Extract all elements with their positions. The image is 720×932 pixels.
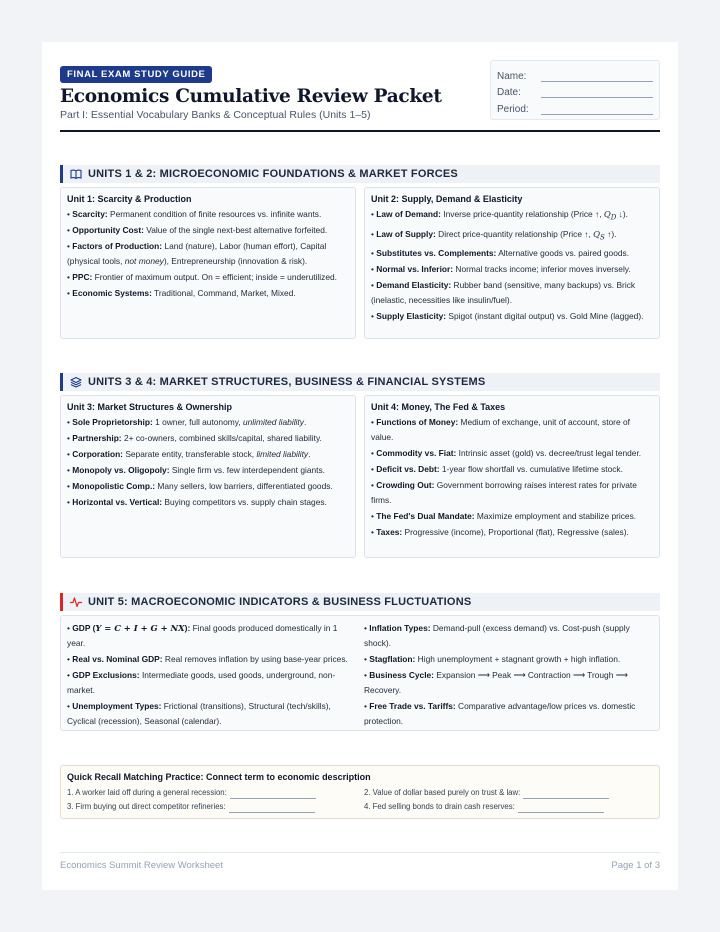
answer-blank[interactable]	[518, 804, 604, 813]
footer-divider	[60, 852, 660, 853]
book-icon	[70, 168, 82, 180]
list-item: • Deficit vs. Debt: 1-year flow shortfall vs. cumulative lifetime stock.	[371, 464, 623, 474]
recall-title: Quick Recall Matching Practice: Connect term to economic description	[67, 772, 371, 782]
list-item: • Factors of Production: Land (nature), Labor (human effort), Capital (physical tools, not money), Entrepreneurship (innovation & risk).	[67, 241, 327, 266]
list-item: • Inflation Types: Demand-pull (excess demand) vs. Cost-push (supply shock).	[364, 623, 630, 648]
list-item: • Supply Elasticity: Spigot (instant digital output) vs. Gold Mine (lagged).	[371, 311, 644, 322]
student-info-box	[490, 60, 660, 120]
name-label: Name:	[497, 70, 527, 82]
list-item: • Scarcity: Permanent condition of finite resources vs. infinite wants.	[67, 209, 322, 219]
list-item: • Business Cycle: Expansion ⟶ Peak ⟶ Contraction ⟶ Trough ⟶ Recovery.	[364, 670, 628, 695]
page-header	[60, 64, 660, 132]
card-title: Unit 1: Scarcity & Production	[67, 194, 192, 204]
list-item: • Sole Proprietorship: 1 owner, full autonomy, unlimited liability.	[67, 417, 307, 427]
answer-blank[interactable]	[230, 790, 316, 799]
page-number: Page 1 of 3	[611, 860, 660, 871]
list-item: • Crowding Out: Government borrowing raises interest rates for private firms.	[371, 480, 637, 505]
card-title: Unit 3: Market Structures & Ownership	[67, 402, 233, 412]
list-item: • PPC: Frontier of maximum output. On = efficient; inside = underutilized.	[67, 272, 337, 282]
list-item: • Substitutes vs. Complements: Alternative goods vs. paired goods.	[371, 248, 630, 259]
layers-icon	[70, 376, 82, 388]
unit-2-card	[364, 187, 660, 339]
section-unit-5-header	[60, 593, 660, 611]
recall-question: 2. Value of dollar based purely on trust & law:	[364, 786, 661, 799]
unit-3-card	[60, 395, 356, 558]
study-guide-badge: FINAL EXAM STUDY GUIDE	[60, 66, 212, 83]
list-item: • Stagflation: High unemployment + stagnant growth + high inflation.	[364, 654, 621, 664]
section-title: UNITS 3 & 4: MARKET STRUCTURES, BUSINESS & FINANCIAL SYSTEMS	[88, 376, 486, 388]
list-item: • Opportunity Cost: Value of the single next-best alternative forfeited.	[67, 225, 328, 235]
list-item: • Monopoly vs. Oligopoly: Single firm vs. few interdependent giants.	[67, 465, 326, 475]
list-item: • Corporation: Separate entity, transferable stock, limited liability.	[67, 449, 311, 459]
section-title: UNIT 5: MACROECONOMIC INDICATORS & BUSINESS FLUCTUATIONS	[88, 596, 472, 608]
unit-5-left-column	[67, 621, 355, 730]
section-title: UNITS 1 & 2: MICROECONOMIC FOUNDATIONS & MARKET FORCES	[88, 168, 458, 180]
list-item: • Law of Supply: Direct price-quantity relationship (Price ↑, $Q_S$ ↑).	[371, 228, 617, 242]
list-item: • Partnership: 2+ co-owners, combined skills/capital, shared liability.	[67, 433, 322, 443]
list-item: • Horizontal vs. Vertical: Buying competitors vs. supply chain stages.	[67, 497, 327, 507]
recall-question: 1. A worker laid off during a general recession:	[67, 786, 364, 799]
answer-blank[interactable]	[229, 804, 315, 813]
list-item: • Taxes: Progressive (income), Proportional (flat), Regressive (sales).	[371, 527, 629, 537]
recall-questions	[67, 786, 653, 813]
card-title: Unit 4: Money, The Fed & Taxes	[371, 402, 506, 412]
list-item: • GDP Exclusions: Intermediate goods, used goods, underground, non-market.	[67, 670, 336, 695]
name-row	[497, 65, 653, 82]
recall-question: 3. Firm buying out direct competitor refineries:	[67, 800, 364, 813]
quick-recall-box	[60, 765, 660, 819]
page-subtitle: Part I: Essential Vocabulary Banks & Conceptual Rules (Units 1–5)	[60, 109, 371, 121]
list-item: • Unemployment Types: Frictional (transitions), Structural (tech/skills), Cyclical (recession), Seasonal (calendar).	[67, 701, 331, 726]
recall-question: 4. Fed selling bonds to drain cash reserves:	[364, 800, 661, 813]
header-divider	[60, 130, 660, 132]
section-units-3-4-header	[60, 373, 660, 391]
list-item: • Economic Systems: Traditional, Command, Market, Mixed.	[67, 288, 296, 298]
worksheet-page	[42, 42, 678, 890]
list-item: • Real vs. Nominal GDP: Real removes inflation by using base-year prices.	[67, 654, 348, 664]
period-field[interactable]	[541, 104, 653, 115]
list-item: • Monopolistic Comp.: Many sellers, low barriers, differentiated goods.	[67, 481, 333, 491]
period-label: Period:	[497, 103, 529, 115]
list-item: • Law of Demand: Inverse price-quantity relationship (Price ↑, $Q_D$ ↓).	[371, 209, 628, 222]
period-row	[497, 98, 653, 115]
date-field[interactable]	[541, 87, 653, 98]
unit-1-card	[60, 187, 356, 339]
section-units-1-2-header	[60, 165, 660, 183]
list-item: • The Fed's Dual Mandate: Maximize employment and stabilize prices.	[371, 511, 637, 521]
list-item: • Commodity vs. Fiat: Intrinsic asset (gold) vs. decree/trust legal tender.	[371, 448, 642, 458]
list-item: • Demand Elasticity: Rubber band (sensitive, many backups) vs. Brick (inelastic, necessities like insulin/fuel).	[371, 280, 636, 306]
card-title: Unit 2: Supply, Demand & Elasticity	[371, 194, 523, 204]
unit-4-card	[364, 395, 660, 558]
answer-blank[interactable]	[523, 790, 609, 799]
pulse-icon	[70, 596, 82, 608]
list-item: • Functions of Money: Medium of exchange, unit of account, store of value.	[371, 417, 630, 442]
unit-5-card	[60, 615, 660, 731]
unit-5-right-column	[364, 621, 654, 730]
list-item: • Normal vs. Inferior: Normal tracks income; inferior moves inversely.	[371, 264, 631, 275]
list-item: • Free Trade vs. Tariffs: Comparative advantage/low prices vs. domestic protection.	[364, 701, 636, 726]
footer-title: Economics Summit Review Worksheet	[60, 860, 223, 871]
name-field[interactable]	[541, 71, 653, 82]
page-title: Economics Cumulative Review Packet	[60, 86, 442, 107]
list-item: • GDP (Y = C + I + G + NX): Final goods produced domestically in 1 year.	[67, 623, 338, 648]
date-label: Date:	[497, 87, 521, 98]
date-row	[497, 82, 653, 99]
